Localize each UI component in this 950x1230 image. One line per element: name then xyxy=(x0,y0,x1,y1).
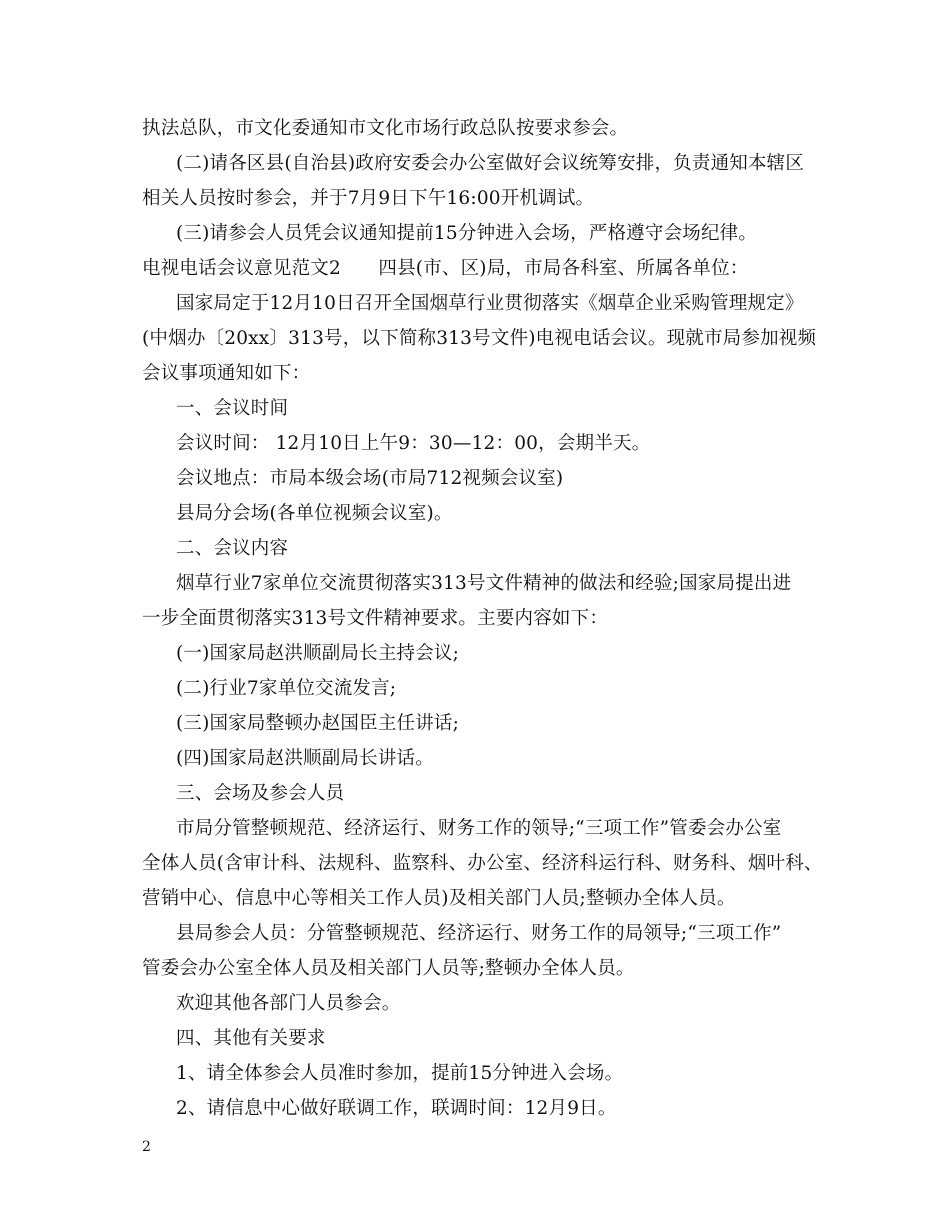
text-line: 烟草行业7家单位交流贯彻落实313号文件精神的做法和经验;国家局提出进 xyxy=(176,573,792,594)
text-line: (二)请各区县(自治县)政府安委会办公室做好会议统筹安排，负责通知本辖区 xyxy=(176,153,805,174)
text-line: 营销中心、信息中心等相关工作人员)及相关部门人员;整顿办全体人员。 xyxy=(142,888,736,909)
section-heading: 四、其他有关要求 xyxy=(176,1028,326,1049)
text-line: 县局分会场(各单位视频会议室)。 xyxy=(176,503,453,524)
text-line: 欢迎其他各部门人员参会。 xyxy=(176,993,401,1014)
section-heading: 三、会场及参会人员 xyxy=(176,783,345,804)
text-line: 县局参会人员：分管整顿规范、经济运行、财务工作的局领导;“三项工作” xyxy=(176,923,782,944)
section-heading: 二、会议内容 xyxy=(176,538,289,559)
section-heading: 一、会议时间 xyxy=(176,398,289,419)
text-line: (三)请参会人员凭会议通知提前15分钟进入会场，严格遵守会场纪律。 xyxy=(176,223,758,244)
text-line: 会议地点：市局本级会场(市局712视频会议室) xyxy=(176,468,564,489)
list-item: (二)行业7家单位交流发言; xyxy=(176,678,397,699)
text-line: 执法总队，市文化委通知市文化市场行政总队按要求参会。 xyxy=(142,118,629,139)
list-item: (一)国家局赵洪顺副局长主持会议; xyxy=(176,643,460,664)
page-number: 2 xyxy=(142,1139,151,1155)
text-line: 市局分管整顿规范、经济运行、财务工作的领导;“三项工作”管委会办公室 xyxy=(176,818,782,839)
text-line: 全体人员(含审计科、法规科、监察科、办公室、经济科运行科、财务科、烟叶科、 xyxy=(142,853,823,874)
text-line: 相关人员按时参会，并于7月9日下午16:00开机调试。 xyxy=(142,188,595,209)
list-item: (四)国家局赵洪顺副局长讲话。 xyxy=(176,748,434,769)
list-item: 1、请全体参会人员准时参加，提前15分钟进入会场。 xyxy=(176,1063,624,1084)
text-line: 管委会办公室全体人员及相关部门人员等;整顿办全体人员。 xyxy=(142,958,635,979)
list-item: (三)国家局整顿办赵国臣主任讲话; xyxy=(176,713,460,734)
text-line: 会议时间： 12月10日上午9：30—12：00，会期半天。 xyxy=(176,433,651,454)
text-line: 会议事项通知如下： xyxy=(142,363,311,384)
text-line: 国家局定于12月10日召开全国烟草行业贯彻落实《烟草企业采购管理规定》 xyxy=(176,293,804,314)
text-line: (中烟办〔20xx〕313号，以下简称313号文件)电视电话会议。现就市局参加视频 xyxy=(142,328,817,349)
text-line: 一步全面贯彻落实313号文件精神要求。主要内容如下： xyxy=(142,608,609,629)
list-item: 2、请信息中心做好联调工作，联调时间：12月9日。 xyxy=(176,1098,617,1119)
text-line: 电视电话会议意见范文2 四县(市、区)局，市局各科室、所属各单位： xyxy=(142,258,749,279)
